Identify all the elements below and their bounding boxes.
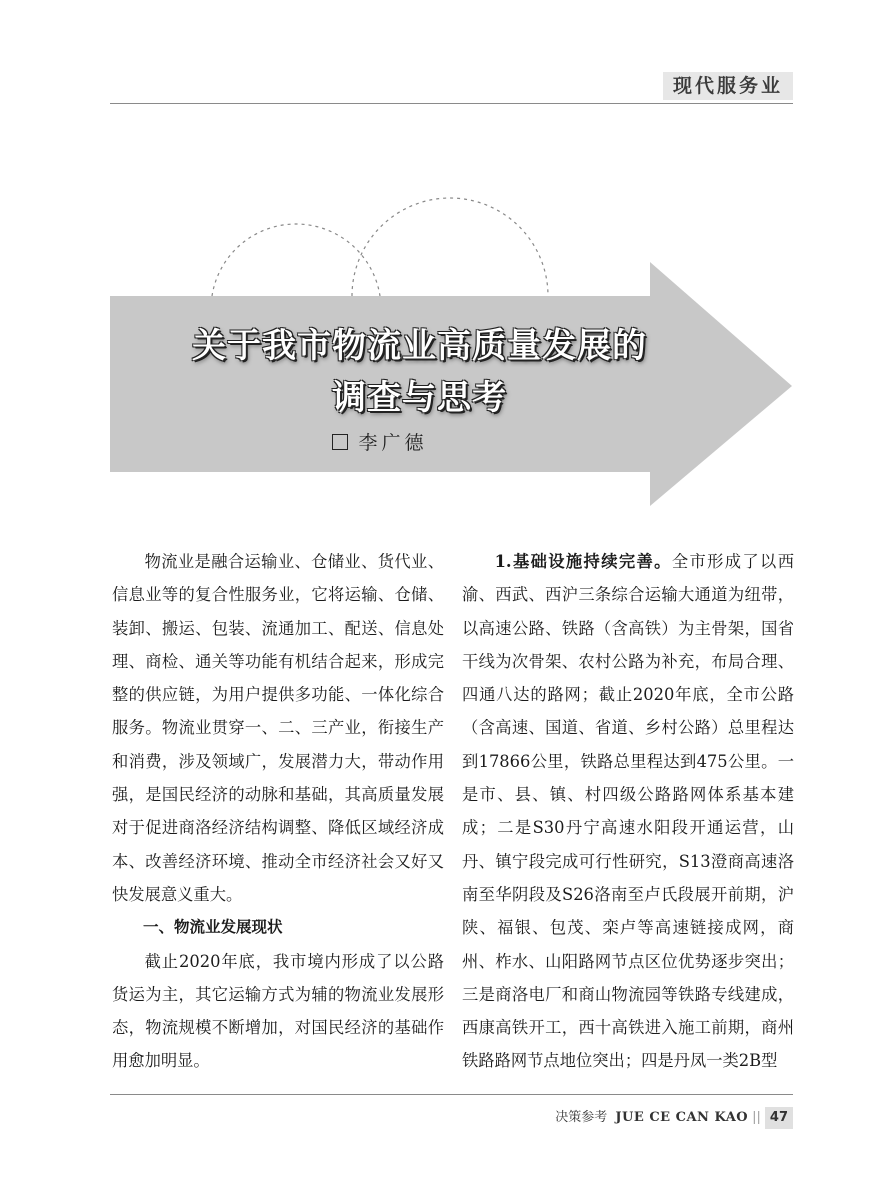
infrastructure-text: 全市形成了以西渝、西武、西沪三条综合运输大通道为纽带，以高速公路、铁路（含高铁）为主骨架，国省干线为次骨架、农村公路为补充，布局合理、四通八达的路网；截止2020年底，全市公路（含高速、国道、省道、乡村公路）总里程达到17866公里，铁路总里程达到475公里。一是市、县、镇、村四级公路路网体系基本建成；二是S30丹宁高速水阳段开通运营，山丹、镇宁段完成可行性研究，S13澄商高速洛南至华阴段及S26洛南至卢氏段展开前期，沪陕、福银、包茂、栾卢等高速链接成网，商州、柞水、山阳路网节点区位优势逐步突出；三是商洛电厂和商山物流园等铁路专线建成，西康高铁开工，西十高铁进入施工前期，商州铁路路网节点地位突出；四是丹凤一类2B型 bbox=[462, 552, 794, 1071]
journal-name-cn: 决策参考 bbox=[555, 1110, 608, 1125]
article-title-line2: 调查与思考 bbox=[332, 378, 507, 418]
footer-rule bbox=[110, 1094, 793, 1095]
dashed-arc-right bbox=[352, 198, 548, 296]
subsection-lead: 1.基础设施持续完善。 bbox=[494, 552, 672, 571]
dashed-arc-left bbox=[212, 224, 380, 296]
section-tag: 现代服务业 bbox=[663, 72, 793, 100]
status-paragraph: 截止2020年底，我市境内形成了以公路货运为主，其它运输方式为辅的物流业发展形态，物流规模不断增加，对国民经济的基础作用愈加明显。 bbox=[112, 951, 444, 1071]
footer-separator: || bbox=[752, 1110, 761, 1125]
infrastructure-paragraph bbox=[462, 545, 794, 1078]
author-line bbox=[0, 428, 760, 455]
right-column bbox=[462, 545, 794, 1078]
square-icon bbox=[332, 434, 348, 450]
article-title-line1: 关于我市物流业高质量发展的 bbox=[192, 326, 647, 366]
intro-paragraph: 物流业是融合运输业、仓储业、货代业、信息业等的复合性服务业，它将运输、仓储、装卸、搬运、包装、流通加工、配送、信息处理、商检、通关等功能有机结合起来，形成完整的供应链，为用户提供多功能、一体化综合服务。物流业贯穿一、二、三产业，衔接生产和消费，涉及领域广，发展潜力大，带动作用强，是国民经济的动脉和基础，其高质量发展对于促进商洛经济结构调整、降低区域经济成本、改善经济环境、推动全市经济社会又好又快发展意义重大。 bbox=[112, 552, 444, 904]
journal-name-en: JUE CE CAN KAO bbox=[615, 1110, 749, 1125]
page-footer bbox=[555, 1107, 793, 1129]
author-name: 李广德 bbox=[358, 432, 428, 454]
page-number: 47 bbox=[765, 1107, 793, 1129]
left-column bbox=[112, 545, 444, 1078]
section-heading: 一、物流业发展现状 bbox=[143, 918, 283, 937]
